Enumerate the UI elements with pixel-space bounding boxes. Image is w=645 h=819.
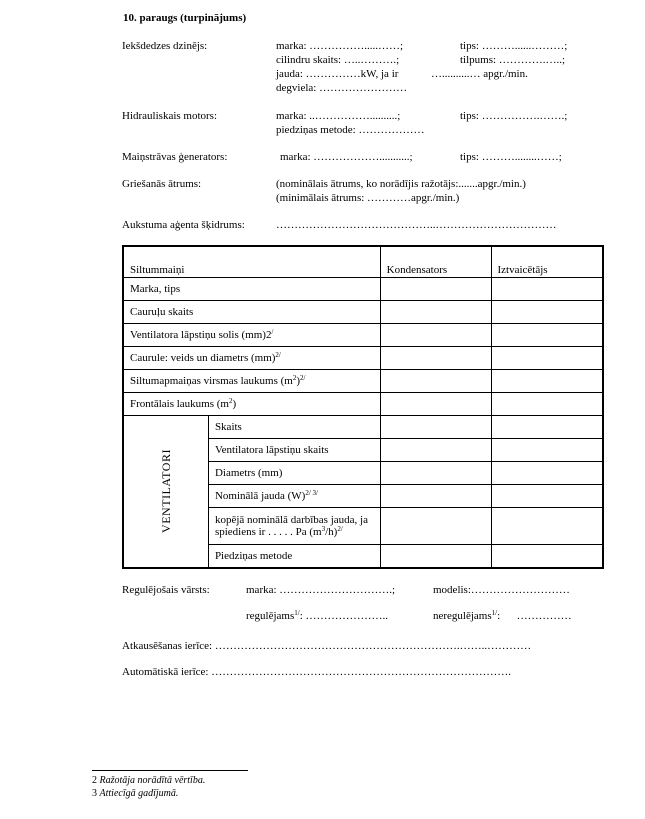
engine-brand: marka: …………….....……; xyxy=(276,40,404,52)
condenser-cell xyxy=(380,278,491,301)
condenser-cell xyxy=(380,545,491,569)
header-heat-exchangers: Siltummaiņi xyxy=(123,246,380,278)
condenser-cell xyxy=(380,462,491,485)
evaporator-cell xyxy=(491,370,603,393)
valve-adjustable-sup: 1/ xyxy=(294,609,300,617)
condenser-cell xyxy=(380,301,491,324)
alternator-label: Maiņstrāvas ģenerators: xyxy=(122,151,228,163)
defrost-device: Atkausēšanas ierīce: ………………………………………………………….……..………… xyxy=(122,640,532,652)
evaporator-cell xyxy=(491,278,603,301)
row-label-exchange-surface xyxy=(123,370,380,393)
row-label-exchange-surface-text: Siltumapmaiņas virsmas laukums (m xyxy=(130,375,293,387)
footnote-2 xyxy=(92,775,205,787)
row-label-frontal-area xyxy=(123,393,380,416)
fans-group-label xyxy=(123,416,208,569)
table-row xyxy=(123,416,603,439)
condenser-cell xyxy=(380,485,491,508)
fan-row-label-total-power xyxy=(208,508,380,545)
engine-volume: tilpums: ………….…..; xyxy=(460,54,566,66)
row-label-fin-pitch-text: Ventilatora lāpstiņu solis (mm)2 xyxy=(130,329,272,341)
fan-row-label-diameter: Diametrs (mm) xyxy=(208,462,380,485)
evaporator-cell xyxy=(491,393,603,416)
evaporator-cell xyxy=(491,545,603,569)
evaporator-cell xyxy=(491,508,603,545)
valve-nonadjustable xyxy=(433,610,572,623)
table-row xyxy=(123,370,603,393)
heat-exchanger-table xyxy=(122,245,604,569)
automatic-device: Automātiskā ierīce: ………………………………………………………………………. xyxy=(122,666,511,678)
evaporator-cell xyxy=(491,439,603,462)
row-label-tube-type xyxy=(123,347,380,370)
evaporator-cell xyxy=(491,462,603,485)
engine-fuel: degviela: …………………… xyxy=(276,82,408,94)
fan-row-label-blades: Ventilatora lāpstiņu skaits xyxy=(208,439,380,462)
row-label-fin-pitch-sup: / xyxy=(271,328,274,336)
valve-model: modelis:……………………… xyxy=(433,584,570,596)
valve-adjustable-dots: : ………………….. xyxy=(299,610,389,622)
valve-label: Regulējošais vārsts: xyxy=(122,584,210,596)
fan-row-label-drive-method: Piedziņas metode xyxy=(208,545,380,569)
table-header-row xyxy=(123,246,603,278)
table-row xyxy=(123,278,603,301)
condenser-cell xyxy=(380,347,491,370)
valve-adjustable xyxy=(246,610,388,623)
alternator-type: tips: ………........……; xyxy=(460,151,562,163)
condenser-cell xyxy=(380,393,491,416)
refrigerant-dots: ……………………………………..…………………………… xyxy=(276,219,557,231)
engine-label: Iekšdedzes dzinējs: xyxy=(122,40,208,52)
valve-nonadjustable-dots: : …………… xyxy=(497,610,572,622)
evaporator-cell xyxy=(491,324,603,347)
condenser-cell xyxy=(380,324,491,347)
footnote-2-number: 2 xyxy=(92,775,100,786)
table-row xyxy=(123,393,603,416)
row-label-brand-type: Marka, tips xyxy=(123,278,380,301)
fan-row-label-total-power-line2: spiediens ir . . . . . Pa (m xyxy=(214,526,322,538)
speed-minimal: (minimālais ātrums: …………apgr./min.) xyxy=(276,192,460,204)
header-condenser: Kondensators xyxy=(380,246,491,278)
hydraulic-label: Hidrauliskais motors: xyxy=(122,110,218,122)
header-evaporator: Iztvaicētājs xyxy=(491,246,603,278)
engine-cylinders: cilindru skaits: …..……….; xyxy=(276,54,400,66)
footnote-divider xyxy=(92,770,248,771)
fan-row-label-total-power-unit: /h) xyxy=(325,526,338,538)
engine-power: jauda: ……………kW, ja ir xyxy=(276,68,399,80)
refrigerant-label: Aukstuma aģenta šķidrums: xyxy=(122,219,245,231)
table-row xyxy=(123,347,603,370)
fan-row-label-total-power-sup2: 2/ xyxy=(337,525,343,533)
footnote-3-number: 3 xyxy=(92,788,100,799)
row-label-exchange-surface-sup: 2 xyxy=(292,374,297,382)
evaporator-cell xyxy=(491,416,603,439)
valve-nonadjustable-sup: 1/ xyxy=(491,609,498,617)
valve-brand: marka: ………………………….; xyxy=(246,584,396,596)
fan-row-label-total-power-sup: 3 xyxy=(321,525,326,533)
hydraulic-type: tips: …………….…….; xyxy=(460,110,568,122)
fans-group-label-text: VENTILATORI xyxy=(158,449,173,533)
fan-row-label-count: Skaits xyxy=(208,416,380,439)
footnote-2-text: Ražotāja norādītā vērtība. xyxy=(99,775,206,786)
row-label-fin-pitch xyxy=(123,324,380,347)
condenser-cell xyxy=(380,370,491,393)
row-label-tube-type-sup: 2/ xyxy=(275,351,281,359)
row-label-tube-type-text: Caurule: veids un diametrs (mm) xyxy=(130,352,276,364)
table-row xyxy=(123,301,603,324)
row-label-tube-count: Cauruļu skaits xyxy=(123,301,380,324)
fan-row-label-total-power-line1: kopējā nominālā darbības jauda, ja xyxy=(214,514,368,526)
hydraulic-drive: piedziņas metode: ……………… xyxy=(276,124,425,136)
condenser-cell xyxy=(380,416,491,439)
evaporator-cell xyxy=(491,301,603,324)
engine-rpm: …..........… apgr./min. xyxy=(431,68,528,80)
row-label-frontal-area-close: ) xyxy=(232,398,237,410)
engine-type: tips: ………......………; xyxy=(460,40,568,52)
hydraulic-brand: marka: ..……………..........; xyxy=(276,110,401,122)
alternator-brand: marka: ………………...........; xyxy=(280,151,413,163)
footnote-3 xyxy=(92,788,178,800)
fan-row-label-nominal-power xyxy=(208,485,380,508)
fan-row-label-nominal-power-sup: 2/ 3/ xyxy=(305,489,318,497)
fan-row-label-nominal-power-text: Nominālā jauda (W) xyxy=(214,490,306,502)
row-label-exchange-surface-close: ) xyxy=(296,375,301,387)
condenser-cell xyxy=(380,508,491,545)
valve-adjustable-text: regulējams xyxy=(246,610,295,622)
condenser-cell xyxy=(380,439,491,462)
table-row xyxy=(123,324,603,347)
row-label-frontal-area-sup: 2 xyxy=(229,397,233,405)
valve-nonadjustable-text: neregulējams xyxy=(433,610,492,622)
row-label-exchange-surface-sup2: 2/ xyxy=(300,374,306,382)
evaporator-cell xyxy=(491,485,603,508)
speed-label: Griešanās ātrums: xyxy=(122,178,202,190)
speed-nominal: (nominālais ātrums, ko norādījis ražotājs:.......apgr./min.) xyxy=(276,178,526,190)
evaporator-cell xyxy=(491,347,603,370)
page-heading: 10. paraugs (turpinājums) xyxy=(123,12,247,24)
row-label-frontal-area-text: Frontālais laukums (m xyxy=(130,398,229,410)
footnote-3-text: Attiecīgā gadījumā. xyxy=(99,788,179,799)
